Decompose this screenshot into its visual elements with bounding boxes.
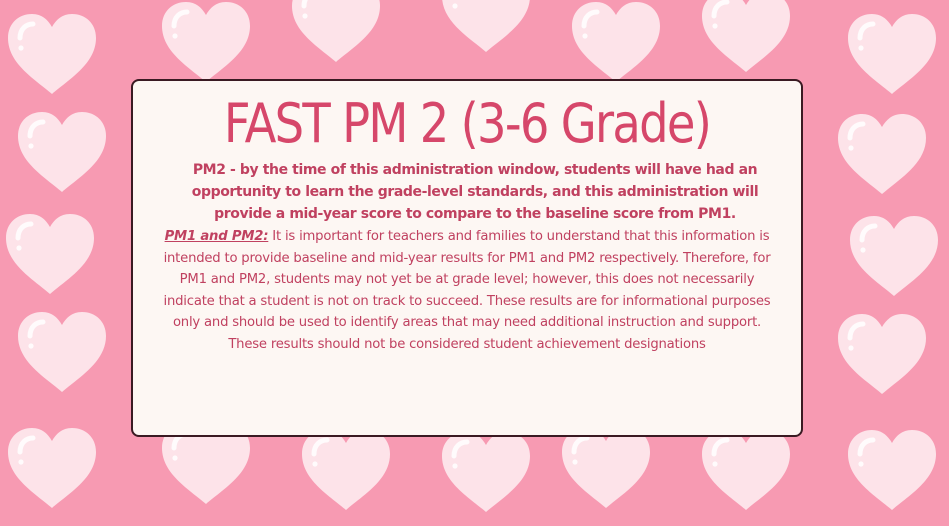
info-card <box>131 79 803 437</box>
heart-icon <box>570 0 662 84</box>
pm-explanation-text: It is important for teachers and families to understand that this information is intended to provide baseline and mid-year results for PM1 and PM2 respectively. Therefore, for PM1 and PM2, students may not yet be at grade level; however, this does not necessarily indicate that a student is not on track to succeed. These results are for informational purposes only and should be used to identify areas that may need additional instruction and support. These results should not be considered student achievement designations <box>163 229 771 352</box>
heart-icon <box>160 0 252 84</box>
heart-icon <box>846 428 938 512</box>
heart-icon <box>290 0 382 64</box>
heart-icon <box>700 428 792 512</box>
heart-icon <box>560 426 652 510</box>
heart-icon <box>700 0 792 74</box>
heart-icon <box>4 212 96 296</box>
heart-icon <box>16 110 108 194</box>
pm1-pm2-label: PM1 and PM2: <box>164 229 269 244</box>
heart-icon <box>848 214 940 298</box>
heart-icon <box>16 310 108 394</box>
heart-icon <box>6 426 98 510</box>
heart-icon <box>300 428 392 512</box>
pm-explanation-paragraph <box>133 226 801 355</box>
card-title: FAST PM 2 (3-6 Grade) <box>223 92 711 155</box>
heart-icon <box>440 0 532 54</box>
heart-icon <box>836 112 928 196</box>
heart-icon <box>6 12 98 96</box>
pm2-intro-text: PM2 - by the time of this administration window, students will have had an opportunity to learn the grade-level standards, and this administration will provide a mid-year score to compare to the baseline score from PM1. <box>191 162 759 222</box>
heart-icon <box>846 12 938 96</box>
heart-icon <box>440 430 532 514</box>
heart-icon <box>836 312 928 396</box>
